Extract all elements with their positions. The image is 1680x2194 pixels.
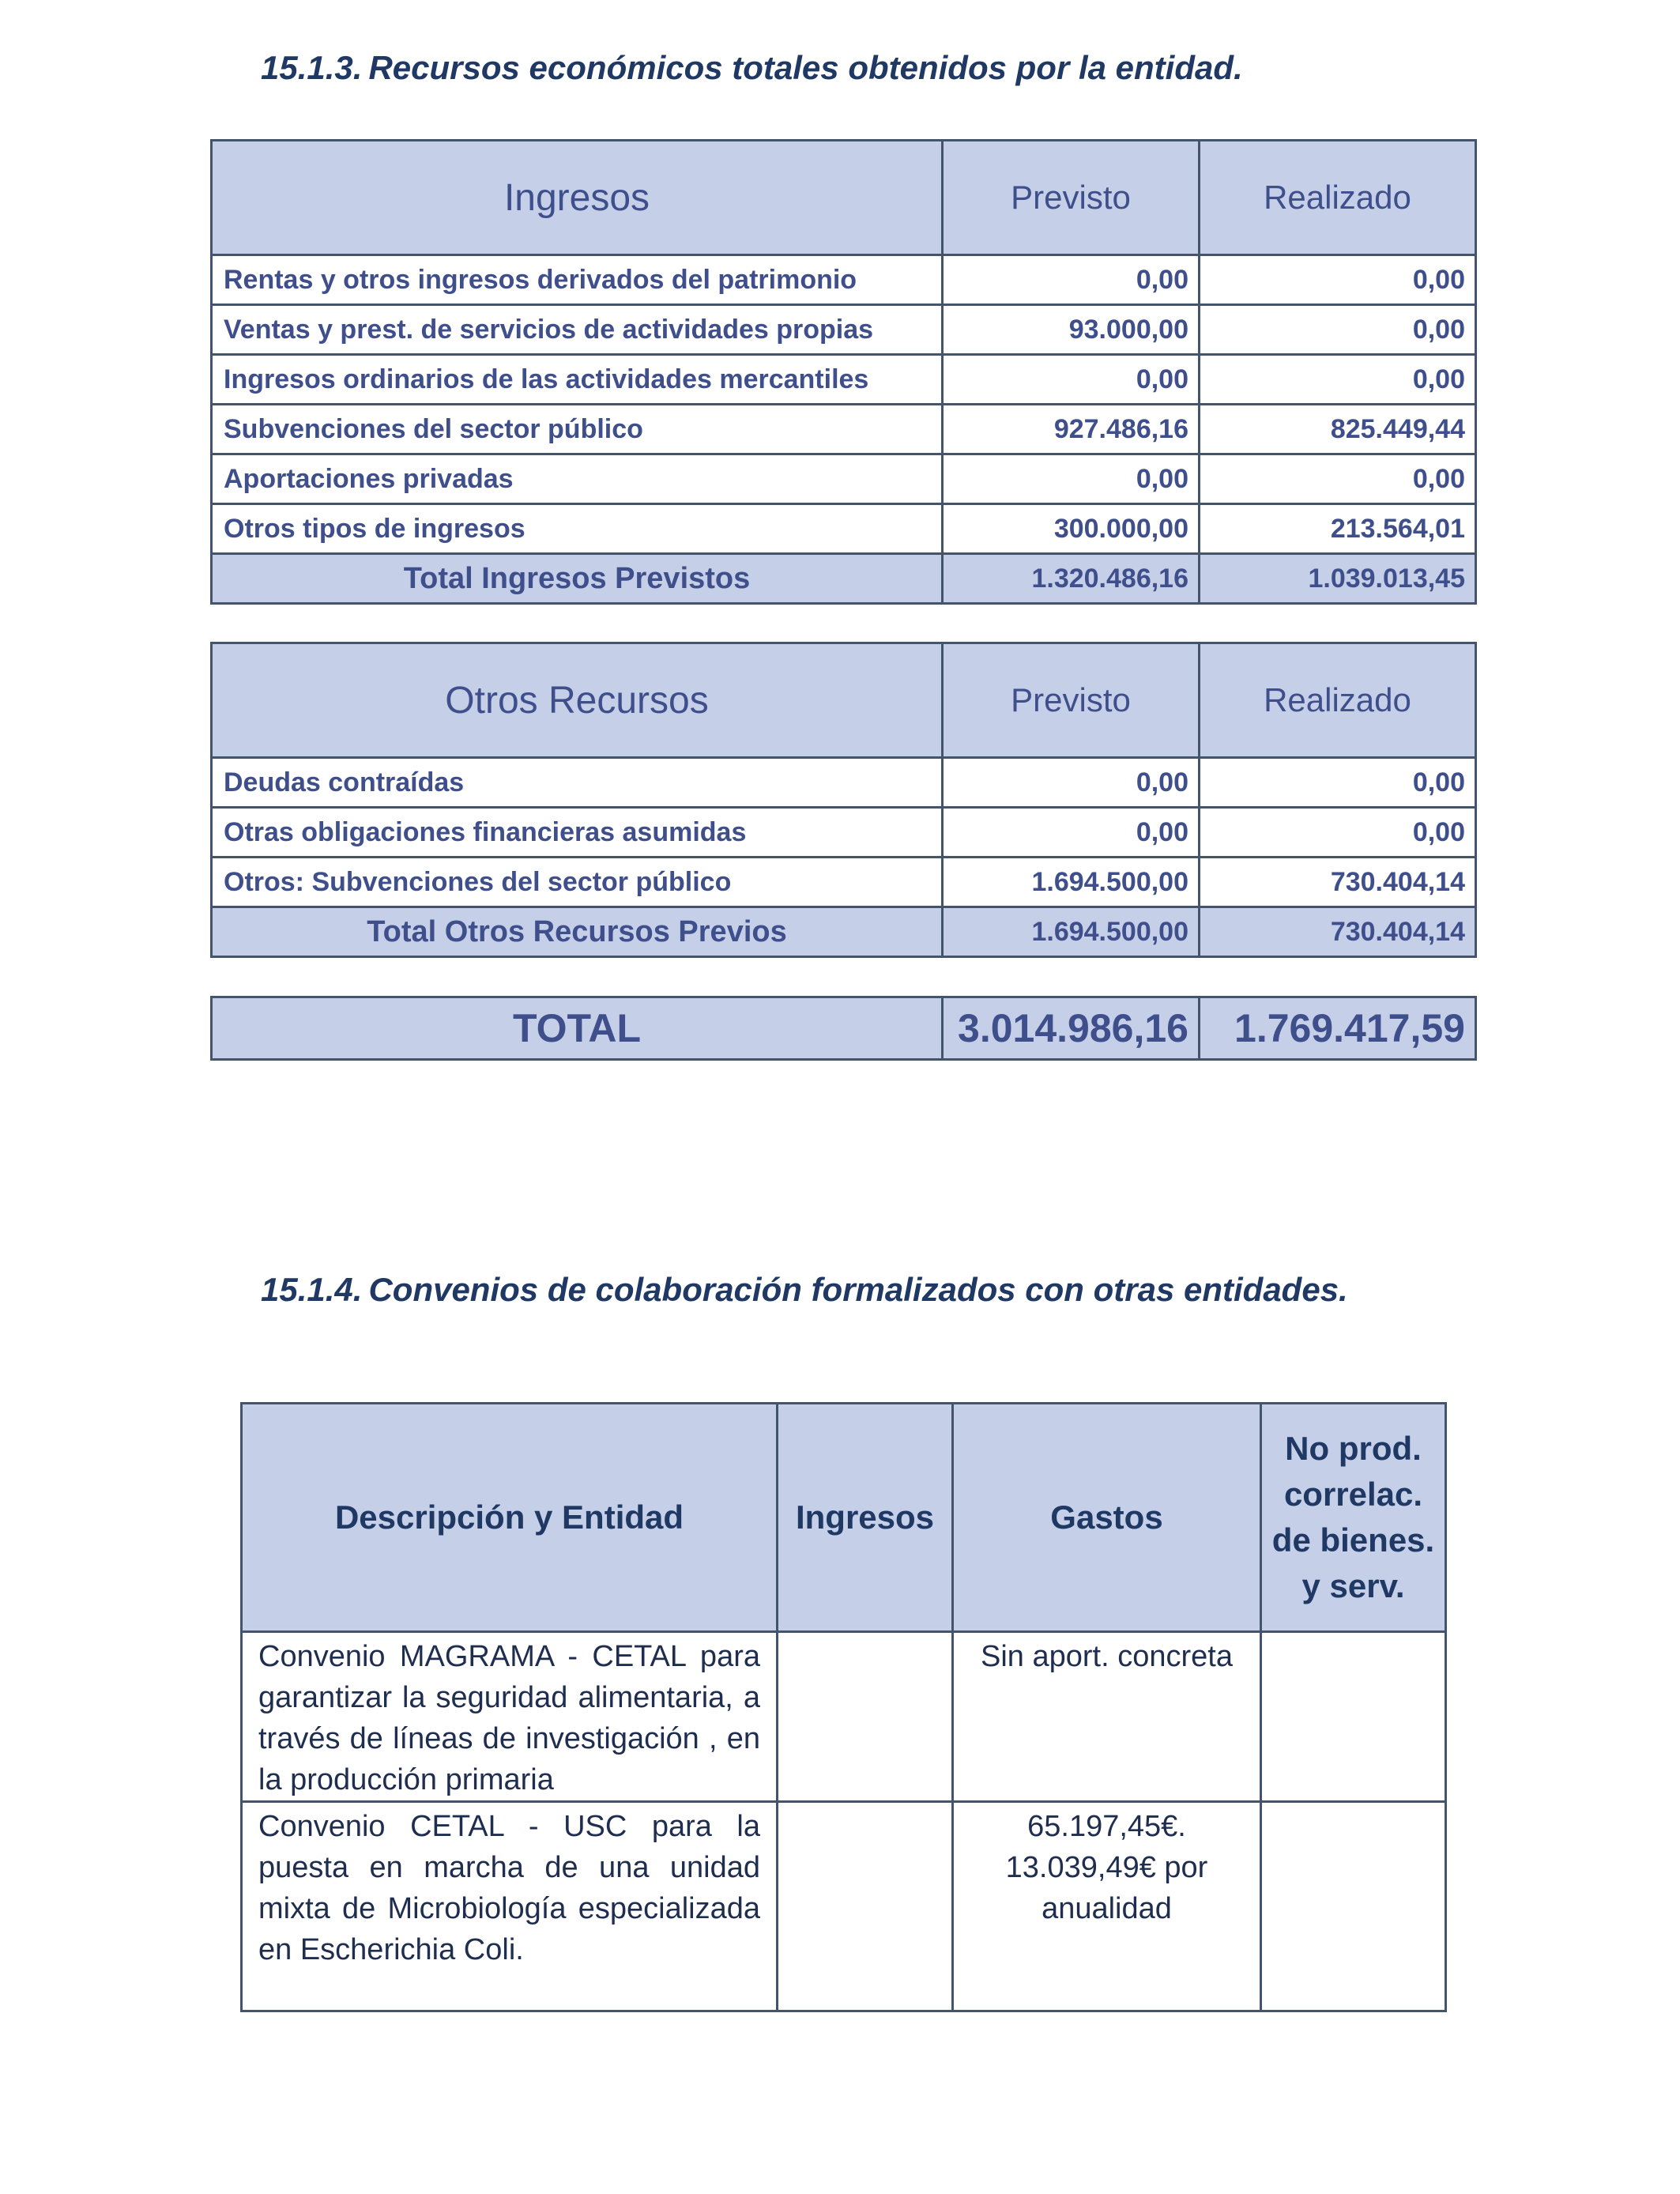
header-no-prod: No prod. correlac. de bienes. y serv. [1261, 1404, 1446, 1632]
grand-total-previsto: 3.014.986,16 [943, 997, 1200, 1060]
table-row [212, 255, 1476, 305]
grand-total-realizado: 1.769.417,59 [1200, 997, 1476, 1060]
convenio-gastos: 65.197,45€. 13.039,49€ por anualidad [953, 1802, 1261, 2011]
ingresos-header-realizado: Realizado [1200, 141, 1476, 255]
otros-header-row [212, 643, 1476, 758]
section-number: 15.1.4. [261, 1271, 363, 1308]
grand-total-table [210, 996, 1477, 1061]
table-row [212, 504, 1476, 554]
row-previsto: 927.486,16 [943, 405, 1200, 454]
convenio-ingresos [778, 1802, 953, 2011]
grand-total-label: TOTAL [212, 997, 943, 1060]
total-previsto: 1.694.500,00 [943, 907, 1200, 957]
row-previsto: 1.694.500,00 [943, 858, 1200, 907]
otros-recursos-table [210, 642, 1477, 958]
row-label: Otros: Subvenciones del sector público [212, 858, 943, 907]
table-row [212, 454, 1476, 504]
section-number: 15.1.3. [261, 49, 363, 86]
ingresos-total-row [212, 554, 1476, 604]
row-label: Ventas y prest. de servicios de actividades propias [212, 305, 943, 355]
convenio-ingresos [778, 1632, 953, 1802]
row-realizado: 0,00 [1200, 255, 1476, 305]
section-title-convenios [261, 1271, 1348, 1309]
row-label: Otros tipos de ingresos [212, 504, 943, 554]
table-row [242, 1632, 1446, 1802]
table-row [212, 305, 1476, 355]
table-row [212, 758, 1476, 808]
row-realizado: 825.449,44 [1200, 405, 1476, 454]
total-realizado: 1.039.013,45 [1200, 554, 1476, 604]
ingresos-header-previsto: Previsto [943, 141, 1200, 255]
section-title-text: Recursos económicos totales obtenidos por la entidad. [368, 49, 1243, 86]
convenio-descripcion: Convenio CETAL - USC para la puesta en marcha de una unidad mixta de Microbiología especializada en Escherichia Coli. [242, 1802, 778, 2011]
row-previsto: 0,00 [943, 355, 1200, 405]
convenio-no-prod [1261, 1632, 1446, 1802]
convenios-table [240, 1402, 1447, 2012]
total-realizado: 730.404,14 [1200, 907, 1476, 957]
ingresos-table [210, 139, 1477, 605]
ingresos-header-row [212, 141, 1476, 255]
total-previsto: 1.320.486,16 [943, 554, 1200, 604]
convenio-gastos: Sin aport. concreta [953, 1632, 1261, 1802]
row-previsto: 0,00 [943, 454, 1200, 504]
total-label: Total Otros Recursos Previos [212, 907, 943, 957]
otros-total-row [212, 907, 1476, 957]
row-realizado: 730.404,14 [1200, 858, 1476, 907]
row-realizado: 213.564,01 [1200, 504, 1476, 554]
total-label: Total Ingresos Previstos [212, 554, 943, 604]
section-title-text: Convenios de colaboración formalizados con otras entidades. [368, 1271, 1348, 1308]
ingresos-header-label: Ingresos [212, 141, 943, 255]
table-row [212, 808, 1476, 858]
row-previsto: 0,00 [943, 758, 1200, 808]
row-realizado: 0,00 [1200, 808, 1476, 858]
grand-total-row [212, 997, 1476, 1060]
row-label: Ingresos ordinarios de las actividades mercantiles [212, 355, 943, 405]
convenio-no-prod [1261, 1802, 1446, 2011]
row-realizado: 0,00 [1200, 454, 1476, 504]
row-label: Otras obligaciones financieras asumidas [212, 808, 943, 858]
row-label: Deudas contraídas [212, 758, 943, 808]
row-label: Aportaciones privadas [212, 454, 943, 504]
row-label: Rentas y otros ingresos derivados del patrimonio [212, 255, 943, 305]
convenio-descripcion: Convenio MAGRAMA - CETAL para garantizar la seguridad alimentaria, a través de líneas de investigación , en la producción primaria [242, 1632, 778, 1802]
otros-header-realizado: Realizado [1200, 643, 1476, 758]
header-gastos: Gastos [953, 1404, 1261, 1632]
row-previsto: 300.000,00 [943, 504, 1200, 554]
table-row [212, 405, 1476, 454]
row-realizado: 0,00 [1200, 305, 1476, 355]
otros-header-label: Otros Recursos [212, 643, 943, 758]
row-realizado: 0,00 [1200, 758, 1476, 808]
row-realizado: 0,00 [1200, 355, 1476, 405]
table-row [212, 355, 1476, 405]
table-row [212, 858, 1476, 907]
row-previsto: 93.000,00 [943, 305, 1200, 355]
row-label: Subvenciones del sector público [212, 405, 943, 454]
convenios-header-row [242, 1404, 1446, 1632]
row-previsto: 0,00 [943, 255, 1200, 305]
otros-header-previsto: Previsto [943, 643, 1200, 758]
header-descripcion: Descripción y Entidad [242, 1404, 778, 1632]
header-ingresos: Ingresos [778, 1404, 953, 1632]
table-row [242, 1802, 1446, 2011]
section-title-recursos [261, 49, 1243, 87]
row-previsto: 0,00 [943, 808, 1200, 858]
